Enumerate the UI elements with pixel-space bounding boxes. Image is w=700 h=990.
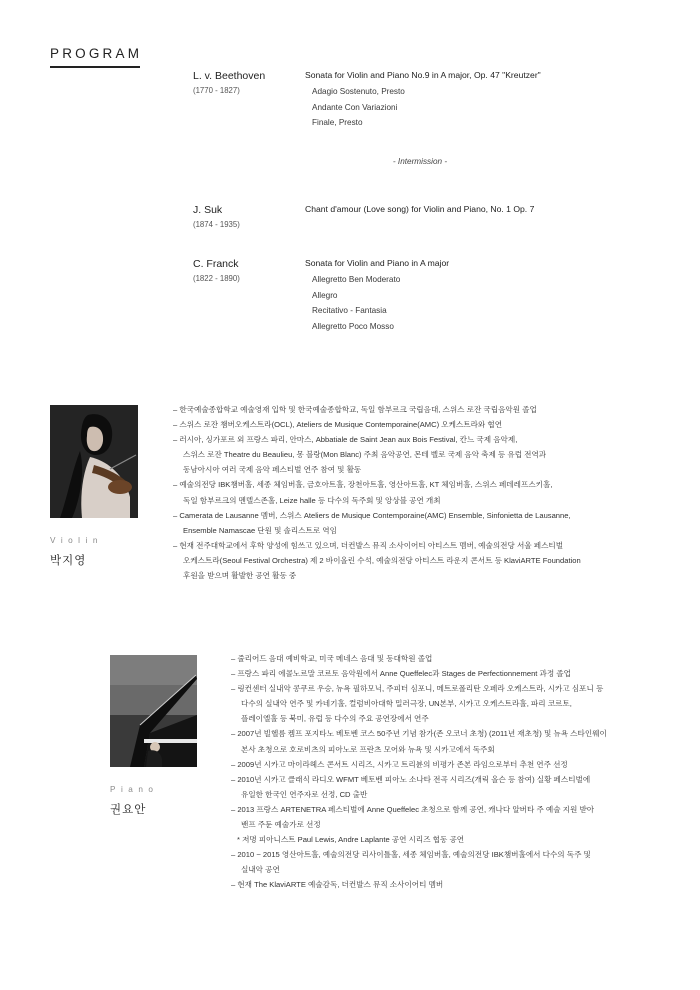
bio-line: 스위스 로잔 Theatre du Beaulieu, 몽 블랑(Mon Blanc) 주최 음악공연, 몬테 벨로 국제 음악 축제 등 유럽 전역과 — [183, 450, 547, 460]
violinist-name: 박지영 — [50, 555, 87, 567]
violinist-photo — [50, 405, 138, 518]
bio-line: Ensemble Namascae 단원 및 솔리스트로 역임 — [183, 525, 337, 535]
program-heading: PROGRAM — [50, 46, 143, 61]
bio-line: – 링컨센터 실내악 콩쿠르 우승, 뉴욕 필하모닉, 주피터 심포니, 메트로폴리탄 오페라 오케스트라, 시카고 심포니 등 — [231, 684, 604, 694]
bio-line: – 2009년 시카고 마이라헤스 콘서트 시리즈, 시카고 트리뷴의 비평가 존본 라임으로부터 추천 연주 선정 — [231, 759, 568, 769]
pianist-bio — [231, 651, 686, 893]
composer-name: L. v. Beethoven — [193, 70, 266, 82]
movement: Recitativo - Fantasia — [312, 306, 387, 315]
composer-dates: (1822 - 1890) — [193, 274, 240, 283]
heading-underline — [50, 66, 140, 68]
composer-name: C. Franck — [193, 258, 239, 270]
bio-line: 밴프 주둔 예술가로 선정 — [241, 820, 321, 830]
work-title: Sonata for Violin and Piano in A major — [305, 258, 450, 268]
bio-line: – Camerata de Lausanne 멤버, 스위스 Ateliers de Musique Contemporaine(AMC) Ensemble, Sinfonietta de Lausanne, — [173, 510, 571, 520]
work-block — [305, 69, 665, 131]
bio-line: – 현재 The KlaviARTE 예술감독, 더컨발스 뮤직 소사이어티 멤버 — [231, 880, 444, 890]
composer-dates: (1874 - 1935) — [193, 220, 240, 229]
movement: Allegretto Poco Mosso — [312, 321, 394, 331]
bio-line: 동남아시아 여러 국제 음악 페스티벌 연주 참여 및 활동 — [183, 465, 362, 475]
bio-line: * 저명 피아니스트 Paul Lewis, Andre Laplante 공연 시리즈 협동 공연 — [237, 835, 465, 845]
bio-line: – 2010년 시카고 클래식 라디오 WFMT 베토벤 피아노 소나타 전곡 시리즈(개릭 올슨 등 참여) 실황 페스티벌에 — [231, 774, 591, 784]
bio-line: – 스위스 로잔 챔버오케스트라(OCL), Ateliers de Musique Contemporaine(AMC) 오케스트라와 협연 — [173, 420, 503, 430]
work-title: Sonata for Violin and Piano No.9 in A major, Op. 47 "Kreutzer" — [305, 70, 541, 80]
bio-line: 실내악 공연 — [241, 865, 280, 875]
work-title: Chant d'amour (Love song) for Violin and Piano, No. 1 Op. 7 — [305, 204, 535, 214]
composer-block — [193, 204, 303, 230]
composer-block — [193, 258, 303, 284]
composer-dates: (1770 - 1827) — [193, 86, 240, 95]
bio-line: 오케스트라(Seoul Festival Orchestra) 제 2 바이올린 수석, 예술의전당 아티스트 라운지 콘서트 등 KlaviARTE Foundation — [183, 555, 581, 565]
violin-role-label: Violin — [50, 536, 103, 545]
composer-block — [193, 70, 303, 96]
movement-list — [305, 84, 665, 131]
bio-line: 후원을 받으며 활발한 공연 활동 중 — [183, 571, 297, 581]
bio-line: – 현재 전주대학교에서 후학 양성에 힘쓰고 있으며, 더컨발스 뮤직 소사이어티 아티스트 멤버, 예술의전당 서울 페스티벌 — [173, 540, 564, 550]
movement: Finale, Presto — [312, 118, 363, 127]
work-block — [305, 203, 665, 215]
pianist-photo — [110, 655, 197, 767]
intermission: - Intermission - — [392, 157, 448, 166]
bio-line: 유일한 한국인 연주자로 선정, CD 출반 — [241, 789, 368, 799]
bio-line: – 2013 프랑스 ARTENETRA 페스티벌에 Anne Queffelec 초청으로 함께 공연, 캐나다 알버타 주 예술 지원 받아 — [231, 804, 595, 814]
movement: Allegretto Ben Moderato — [312, 275, 401, 284]
bio-line: – 예술의전당 IBK챔버홀, 세종 체임버홀, 금호아트홀, 장천아트홀, 영산아트홀, KT 체임버홀, 스위스 페데레프스키홀, — [173, 480, 553, 490]
movement: Allegro — [312, 290, 338, 300]
piano-role-label: Piano — [110, 785, 159, 794]
bio-line: – 한국예술종합학교 예술영재 입학 및 한국예술종합학교, 독일 함부르크 국립음대, 스위스 로잔 국립음악원 졸업 — [173, 405, 537, 414]
movement-list — [305, 272, 665, 334]
pianist-name: 권요안 — [110, 804, 147, 816]
bio-line: 플레이엘홀 등 북미, 유럽 등 다수의 주요 공연장에서 연주 — [241, 714, 429, 724]
bio-line: – 2010 ~ 2015 영산아트홀, 예술의전당 리사이틀홀, 세종 체임버홀, 예술의전당 IBK챔버홀에서 다수의 독주 및 — [231, 850, 591, 860]
bio-line: – 줄리어드 음대 예비학교, 미국 메네스 음대 및 동대학원 졸업 — [231, 654, 433, 663]
bio-line: – 프랑스 파리 에콜노르말 코르토 음악원에서 Anne Queffelec과 Stages de Perfectionnement 과정 졸업 — [231, 669, 571, 679]
violinist-bio — [173, 402, 683, 583]
movement: Adagio Sostenuto, Presto — [312, 87, 405, 96]
composer-name: J. Suk — [193, 204, 223, 216]
movement: Andante Con Variazioni — [312, 102, 398, 112]
bio-line: – 러시아, 싱가포르 외 프랑스 파리, 안마스, Abbatiale de Saint Jean aux Bois Festival, 칸느 국제 음악제, — [173, 435, 518, 445]
bio-line: 본사 초청으로 호로비츠의 피아노로 프란츠 모어와 뉴욕 및 시카고에서 독주회 — [241, 744, 495, 754]
bio-line: 독일 함부르크의 멘델스존홀, Leize halle 등 다수의 독주회 및 앙상블 공연 개최 — [183, 495, 441, 505]
work-block — [305, 257, 665, 334]
bio-line: 다수의 실내악 연주 및 카네기홀, 컬럼비아대학 밀러극장, UN본부, 시카고 오케스트라홀, 파리 코르토, — [241, 699, 572, 709]
bio-line: – 2007년 빌헬름 켐프 포지타노 베토벤 코스 50주년 기념 참가(존 오코너 초청) (2011년 재초청) 및 뉴욕 스타인웨이 — [231, 729, 607, 739]
